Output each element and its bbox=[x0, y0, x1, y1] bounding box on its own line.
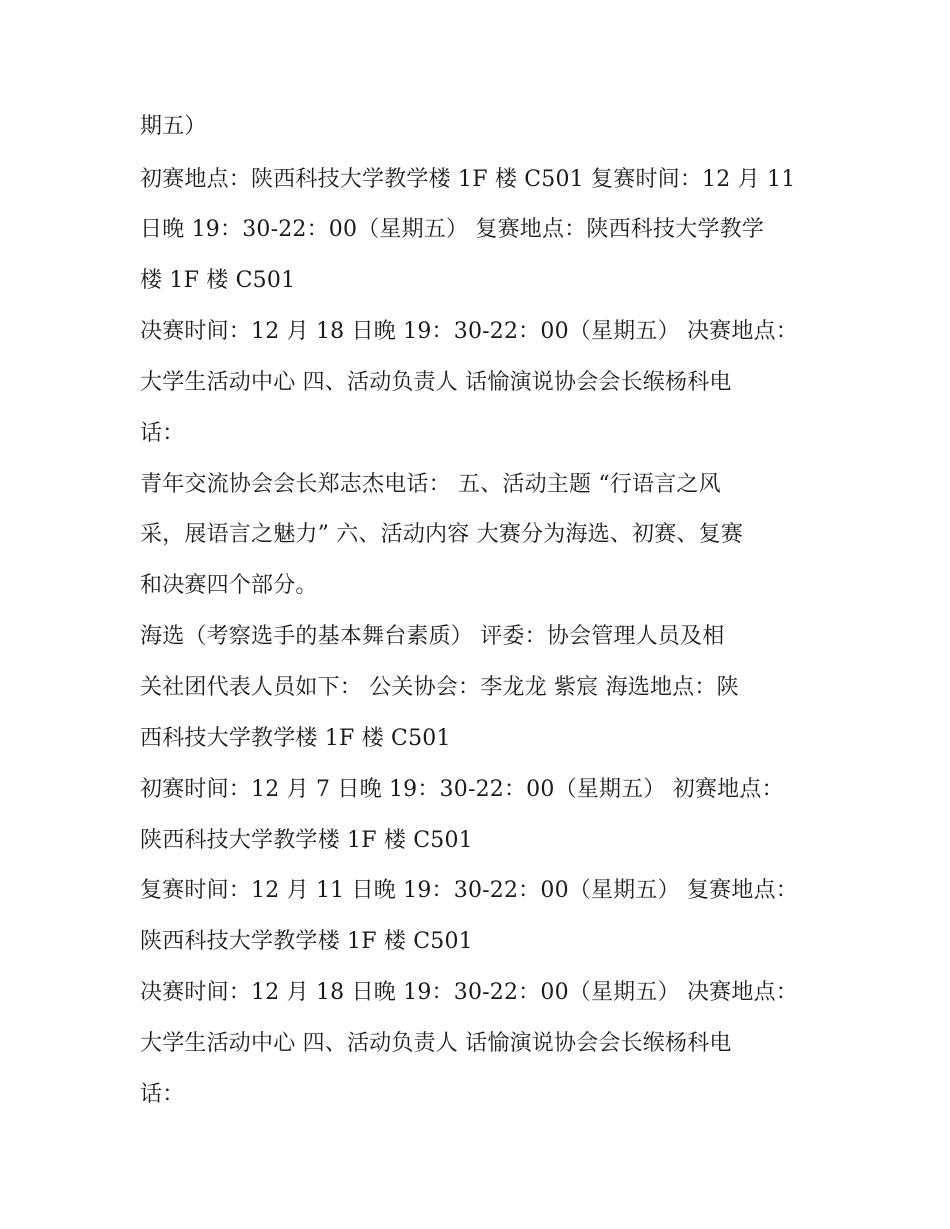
text-line: 大学生活动中心 四、活动负责人 话愉演说协会会长缑杨科电 bbox=[140, 370, 732, 395]
text-line: 西科技大学教学楼 1F 楼 C501 bbox=[140, 726, 451, 751]
text-line: 采，展语言之魅力” 六、活动内容 大赛分为海选、初赛、复赛 bbox=[140, 522, 744, 547]
text-line: 复赛时间：12 月 11 日晚 19：30-22：00（星期五） 复赛地点： bbox=[140, 878, 798, 903]
text-line: 初赛地点：陕西科技大学教学楼 1F 楼 C501 复赛时间：12 月 11 bbox=[140, 167, 796, 192]
text-line: 初赛时间：12 月 7 日晚 19：30-22：00（星期五） 初赛地点： bbox=[140, 777, 784, 802]
text-line: 海选（考察选手的基本舞台素质） 评委：协会管理人员及相 bbox=[140, 624, 725, 649]
text-line: 楼 1F 楼 C501 bbox=[140, 268, 296, 293]
text-line: 决赛时间：12 月 18 日晚 19：30-22：00（星期五） 决赛地点： bbox=[140, 319, 798, 344]
text-line: 话： bbox=[140, 421, 185, 446]
text-line: 大学生活动中心 四、活动负责人 话愉演说协会会长缑杨科电 bbox=[140, 1031, 732, 1056]
text-line: 话： bbox=[140, 1082, 185, 1107]
text-line: 日晚 19：30-22：00（星期五） 复赛地点：陕西科技大学教学 bbox=[140, 217, 764, 242]
text-line: 期五） bbox=[140, 114, 207, 139]
text-line: 陕西科技大学教学楼 1F 楼 C501 bbox=[140, 828, 473, 853]
text-line: 陕西科技大学教学楼 1F 楼 C501 bbox=[140, 929, 473, 954]
text-line: 青年交流协会会长郑志杰电话： 五、活动主题 “行语言之风 bbox=[140, 472, 721, 497]
text-line: 决赛时间：12 月 18 日晚 19：30-22：00（星期五） 决赛地点： bbox=[140, 980, 798, 1005]
text-line: 和决赛四个部分。 bbox=[140, 573, 318, 598]
text-line: 关社团代表人员如下： 公关协会：李龙龙 紫宸 海选地点：陕 bbox=[140, 675, 739, 700]
